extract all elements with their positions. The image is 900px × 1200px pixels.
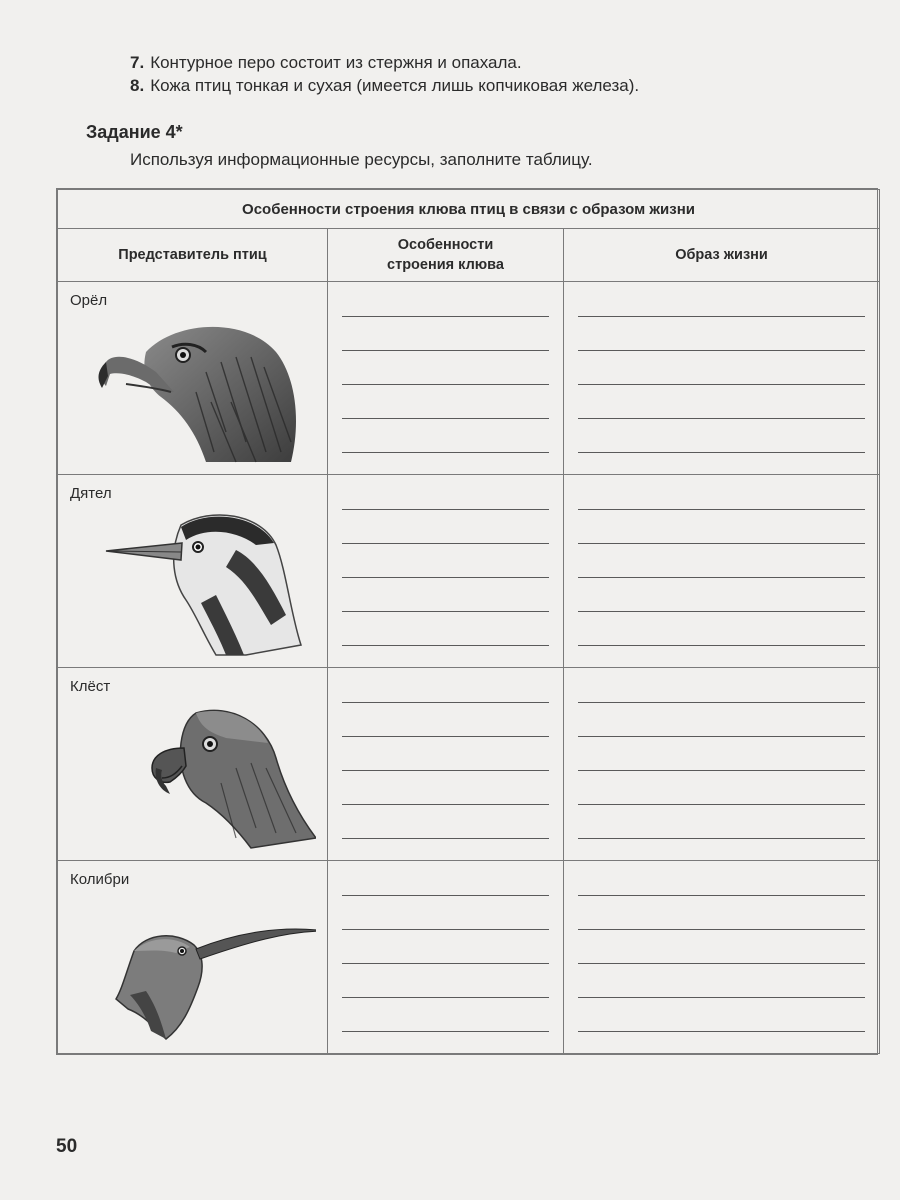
table-row [58,668,880,861]
list-item-number: 8. [130,76,145,95]
beak-answer-cell[interactable] [328,861,564,1054]
bird-cell [58,861,328,1054]
eagle-head-icon [86,312,316,467]
header-beak-line1: Особенности [397,237,494,253]
list-item-7 [130,52,522,74]
header-beak [328,229,564,282]
lifestyle-answer-cell[interactable] [564,475,880,668]
lifestyle-answer-cell[interactable] [564,861,880,1054]
beak-answer-cell[interactable] [328,668,564,861]
header-beak-line2: строения клюва [387,257,504,273]
lifestyle-answer-cell[interactable] [564,668,880,861]
beak-answer-cell[interactable] [328,475,564,668]
header-lifestyle: Образ жизни [564,229,880,282]
bird-name: Дятел [70,485,112,502]
table-row [58,475,880,668]
header-bird: Представитель птиц [58,229,328,282]
table-row [58,861,880,1054]
beak-table [56,188,878,1055]
page-number: 50 [56,1136,78,1157]
crossbill-head-icon [86,698,316,853]
table-caption: Особенности строения клюва птиц в связи с образом жизни [58,190,880,229]
woodpecker-head-icon [86,505,316,660]
bird-cell [58,282,328,475]
list-item-number: 7. [130,53,145,72]
bird-name: Клёст [70,678,111,695]
table-row [58,282,880,475]
list-item-text: Контурное перо состоит из стержня и опахала. [150,53,522,72]
task-title: Задание 4* [86,122,183,142]
bird-name: Колибри [70,871,130,888]
hummingbird-head-icon [86,891,316,1046]
task-instruction: Используя информационные ресурсы, заполните таблицу. [130,150,593,169]
bird-cell [58,475,328,668]
list-item-8 [130,75,639,97]
bird-name: Орёл [70,292,108,309]
list-item-text: Кожа птиц тонкая и сухая (имеется лишь копчиковая железа). [150,76,640,95]
beak-answer-cell[interactable] [328,282,564,475]
bird-cell [58,668,328,861]
lifestyle-answer-cell[interactable] [564,282,880,475]
